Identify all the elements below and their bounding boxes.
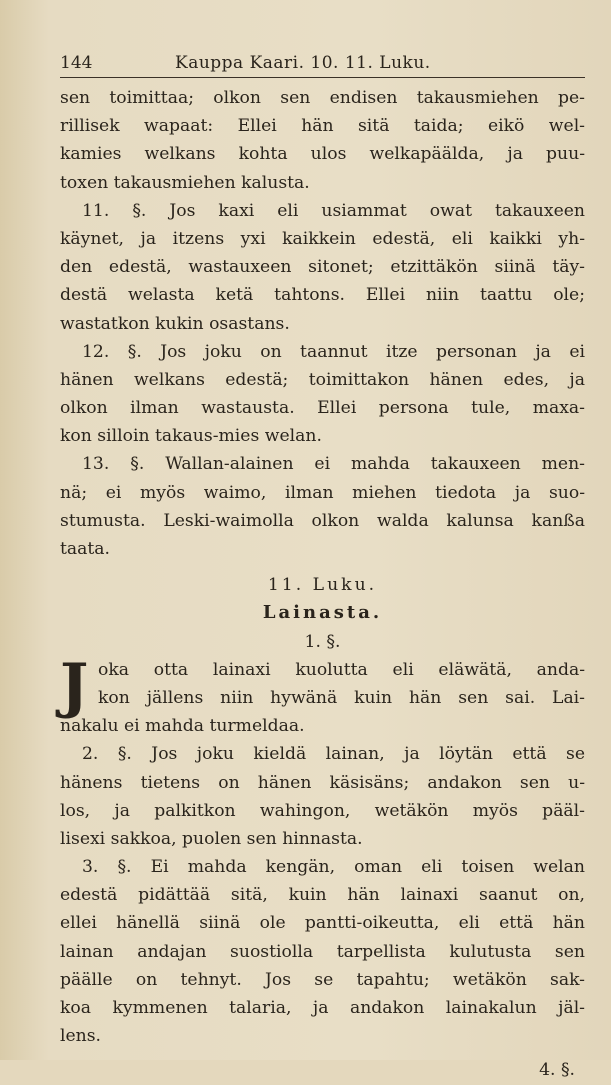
chapter-heading: 11. Luku. <box>267 575 378 596</box>
text-line: ellei hänellä siinä ole pantti-oikeutta, eli että hän <box>60 913 585 934</box>
text-line: kon silloin takaus-mies welan. <box>60 426 322 447</box>
text-line: lainan andajan suostiolla tarpellista kulutusta sen <box>60 941 585 962</box>
text-line: käynet, ja itzens yxi kaikkein edestä, eli kaikki yh- <box>60 228 585 249</box>
page-number: 144 <box>60 53 93 73</box>
text-line: los, ja palkitkon wahingon, wetäkön myös pääl- <box>60 800 585 821</box>
text-line: nakalu ei mahda turmeldaa. <box>60 716 305 737</box>
paragraph-section-13 <box>60 450 585 563</box>
paragraph-continuation <box>60 84 585 197</box>
text-line: edestä pidättää sitä, kuin hän lainaxi saanut on, <box>60 885 585 906</box>
text-line: taata. <box>60 539 111 559</box>
text-line: 2. §. Jos joku kieldä lainan, ja löytän että se <box>82 744 585 765</box>
chapter-title: Lainasta. <box>262 602 383 624</box>
text-line: rillisek wapaat: Ellei hän sitä taida; eikö wel- <box>60 116 585 137</box>
catchword: 4. §. <box>539 1060 575 1081</box>
paragraph-section-11 <box>60 197 585 338</box>
text-line: 11. §. Jos kaxi eli usiammat owat takauxeen <box>82 200 585 221</box>
paragraph-section-3 <box>60 853 585 1050</box>
text-line: kon jällens niin hywänä kuin hän sen sai. Lai- <box>98 687 585 708</box>
text-line: destä welasta ketä tahtons. Ellei niin taattu ole; <box>60 285 585 306</box>
text-line: 3. §. Ei mahda kengän, oman eli toisen welan <box>82 857 585 878</box>
page-header <box>60 52 585 78</box>
text-line: 12. §. Jos joku on taannut itze personan ja ei <box>82 341 585 362</box>
paragraph-section-12 <box>60 338 585 451</box>
text-line: hänen welkans edestä; toimittakon hänen edes, ja <box>60 369 585 390</box>
text-line: 13. §. Wallan-alainen ei mahda takauxeen men- <box>82 454 585 475</box>
drop-capital: J <box>60 650 89 721</box>
text-line: oka otta lainaxi kuolutta eli eläwätä, anda- <box>98 659 585 680</box>
paragraph-section-1 <box>60 650 585 741</box>
text-line: kamies welkans kohta ulos welkapäälda, ja puu- <box>60 144 585 165</box>
text-line: lisexi sakkoa, puolen sen hinnasta. <box>60 828 363 849</box>
text-line: stumusta. Leski-waimolla olkon walda kalunsa kanßa <box>60 510 585 531</box>
section-heading: 1. §. <box>304 631 341 652</box>
text-line: olkon ilman wastausta. Ellei persona tule, maxa- <box>60 398 585 419</box>
text-line: hänens tietens on hänen käsisäns; andakon sen u- <box>60 772 585 793</box>
text-line: nä; ei myös waimo, ilman miehen tiedota ja suo- <box>60 482 585 503</box>
paragraph-section-2 <box>60 740 585 853</box>
text-line: koa kymmenen talaria, ja andakon lainakalun jäl- <box>60 998 585 1018</box>
text-line: den edestä, wastauxeen sitonet; etzittäkön siinä täy- <box>60 257 585 278</box>
page-body <box>60 84 585 1085</box>
text-line: sen toimittaa; olkon sen endisen takausmiehen pe- <box>60 88 585 108</box>
text-line: päälle on tehnyt. Jos se tapahtu; wetäkön sak- <box>60 969 585 990</box>
text-line: lens. <box>60 1026 102 1047</box>
text-line: toxen takausmiehen kalusta. <box>60 172 310 193</box>
text-line: wastatkon kukin osastans. <box>60 313 290 334</box>
running-head: Kauppa Kaari. 10. 11. Luku. <box>175 53 431 73</box>
